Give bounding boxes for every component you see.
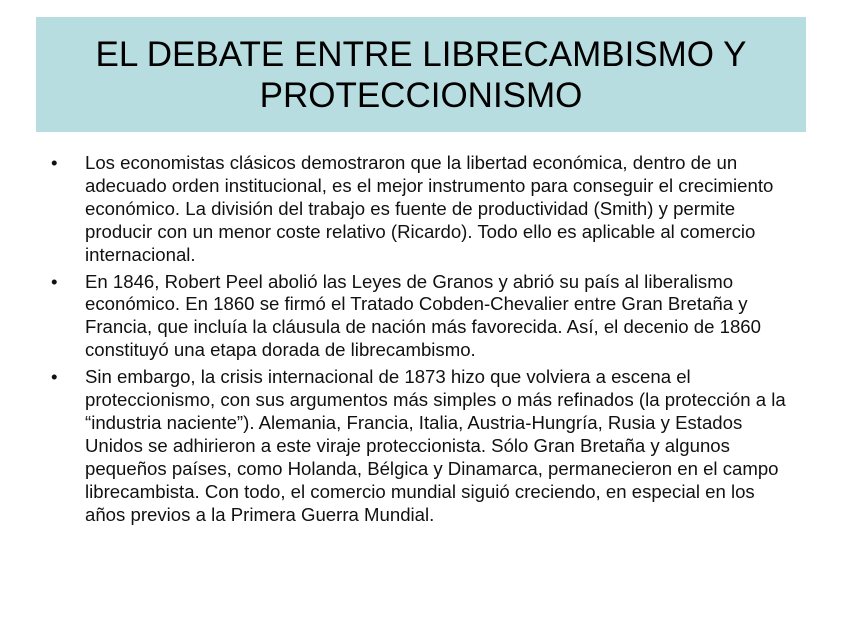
bullet-item-peel-cobden-chevalier xyxy=(50,271,795,363)
slide-title-line-1: EL DEBATE ENTRE LIBRECAMBISMO Y xyxy=(95,34,747,74)
bullet-text: Los economistas clásicos demostraron que la libertad económica, dentro de un adecuado orden institucional, es el mejor instrumento para conseguir el crecimiento económico. La división del trabajo es fuente de productividad (Smith) y permite producir con un menor coste relativo (Ricardo). Todo ello es aplicable al comercio internacional. xyxy=(85,152,774,265)
title-banner xyxy=(36,17,806,132)
bullet-text: En 1846, Robert Peel abolió las Leyes de Granos y abrió su país al liberalismo económico. En 1860 se firmó el Tratado Cobden-Chevalier entre Gran Bretaña y Francia, que incluía la cláusula de nación más favorecida. Así, el decenio de 1860 constituyó una etapa dorada de librecambismo. xyxy=(85,270,761,361)
bullet-icon: • xyxy=(51,152,58,173)
bullet-icon: • xyxy=(51,366,58,388)
bullet-list xyxy=(50,152,795,531)
bullet-item-free-trade-theory xyxy=(50,152,795,267)
bullet-text: Sin embargo, la crisis internacional de 1873 hizo que volviera a escena el proteccionismo, con sus argumentos más simples o más refinados (la protección a la “industria naciente”). Alemania, Francia, Italia, Austria-Hungría, Rusia y Estados Unidos se adhirieron a este viraje proteccionista. Sólo Gran Bretaña y algunos pequeños países, como Holanda, Bélgica y Dinamarca, permanecieron en el campo librecambista. Con todo, el comercio mundial siguió creciendo, en especial en los años previos a la Primera Guerra Mundial. xyxy=(85,366,786,525)
slide-title xyxy=(96,34,747,116)
bullet-icon: • xyxy=(51,270,58,292)
slide-title-line-2: PROTECCIONISMO xyxy=(259,75,583,115)
bullet-item-protectionism-1873 xyxy=(50,366,795,526)
